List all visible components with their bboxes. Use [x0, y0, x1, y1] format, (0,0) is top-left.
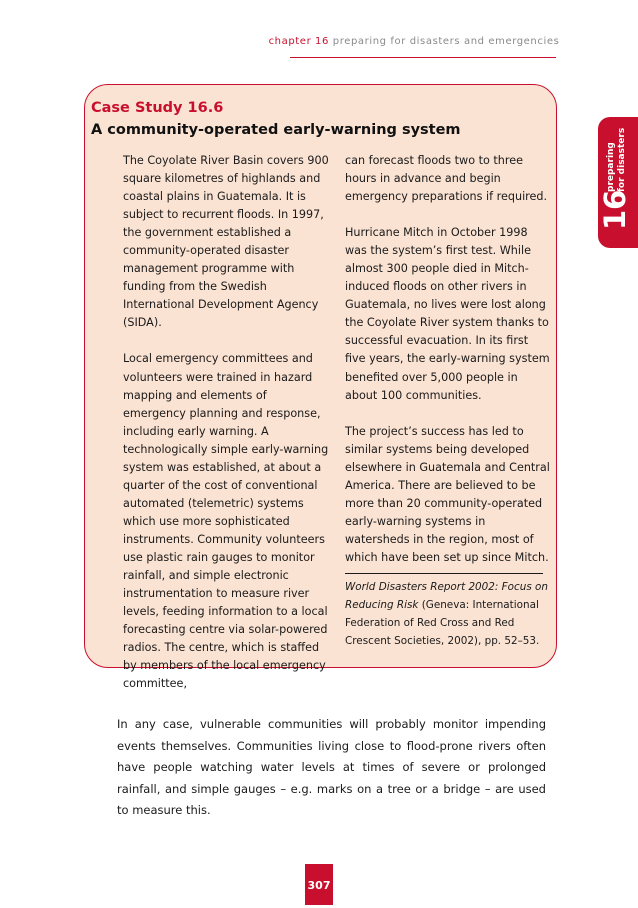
paragraph: The project’s success has led to similar systems being developed elsewhere in Guatemala and Central America. There are believed to be more than 20 community-operated early-warning systems in watersheds in the region, most of which have been set up since Mitch. — [345, 424, 550, 564]
source-divider — [345, 573, 543, 574]
chapter-tab-line1: preparing — [606, 142, 616, 192]
paragraph: Local emergency committees and volunteers were trained in hazard mapping and elements of emergency planning and response, including early warning. A technologically simple early-warning system was established, at about a quarter of the cost of conventional automated (telemetric) systems which use more sophisticated instruments. Community volunteers use plastic rain gauges to monitor rainfall, and simple electronic instrumentation to measure river levels, feeding information to a local forecasting centre via solar-powered radios. The centre, which is staffed by members of the local emergency committee, — [123, 352, 329, 691]
running-header — [0, 36, 638, 47]
case-study-subtitle: A community-operated early-warning system — [91, 122, 461, 138]
chapter-tab-line2: for disasters — [617, 127, 627, 192]
paragraph: can forecast floods two to three hours in advance and begin emergency preparations if required. — [345, 154, 548, 204]
source-title: World Disasters Report 2002: Focus on Reducing Risk — [345, 580, 548, 611]
body-paragraph: In any case, vulnerable communities will probably monitor impending events themselves. Communities living close to flood-prone rivers often have people watching water levels at times of severe or prolonged rainfall, and simple gauges – e.g. marks on a tree or a bridge – are used to measure this. — [117, 717, 546, 817]
chapter-title: preparing for disasters and emergencies — [332, 36, 560, 47]
chapter-label: chapter 16 — [268, 36, 329, 47]
source-citation — [345, 578, 550, 650]
page-number: 307 — [305, 864, 333, 905]
case-study-title: Case Study 16.6 — [91, 100, 224, 116]
chapter-tab-number: 16 — [598, 189, 632, 230]
case-study-left-column — [123, 152, 333, 711]
paragraph: The Coyolate River Basin covers 900 square kilometres of highlands and coastal plains in Guatemala. It is subject to recurrent floods. In 1997, the government established a community-operated disaster management programme with funding from the Swedish International Development Agency (SIDA). — [123, 154, 329, 330]
case-study-right-column — [345, 152, 550, 650]
header-rule — [290, 57, 556, 58]
chapter-tab-text — [606, 122, 636, 192]
paragraph: Hurricane Mitch in October 1998 was the system’s first test. While almost 300 people died in Mitch-induced floods on other rivers in Guatemala, no lives were lost along the Coyolate River system thanks to successful evacuation. In its first five years, the early-warning system benefited over 5,000 people in about 100 communities. — [345, 226, 550, 402]
source-details: (Geneva: International Federation of Red Cross and Red Crescent Societies, 2002), pp. 52–53. — [345, 598, 540, 647]
